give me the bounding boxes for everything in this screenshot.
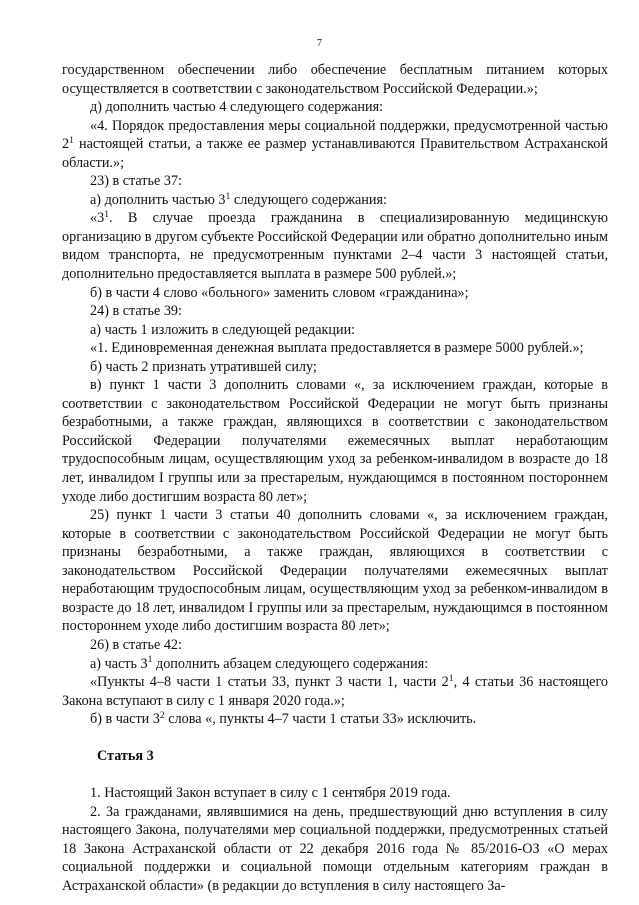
paragraph: б) часть 2 признать утратившей силу; bbox=[90, 358, 317, 375]
paragraph: а) дополнить частью $3^1$ следующего содержания: bbox=[90, 190, 387, 208]
article-heading: Статья 3 bbox=[97, 747, 154, 764]
page-number: 7 bbox=[317, 38, 322, 49]
superscript: 1 bbox=[104, 209, 110, 221]
paragraph: 24) в статье 39: bbox=[90, 303, 182, 320]
paragraph: б) в части 4 слово «больного» заменить словом «гражданина»; bbox=[90, 284, 469, 301]
paragraph: 1. Настоящий Закон вступает в силу с 1 сентября 2019 года. bbox=[90, 785, 451, 802]
paragraph: «Пункты 4–8 части 1 статьи 33, пункт 3 части 1, части $2^1$, 4 статьи 36 настоящего Закона вступают в силу с 1 января 2020 года.»; bbox=[62, 673, 608, 709]
paragraph: 2. За гражданами, являвшимися на день, предшествующий дню вступления в силу настоящего Закона, получателями мер социальной поддержки, предусмотренных статьей 18 Закона Астраханской области от 22 декабря 2016 года № 85/2016-ОЗ «О мерах социальной поддержки и социальной помощи отдельным категориям граждан в Астраханской области» (в редакции до вступления в силу настоящего За- bbox=[62, 803, 608, 894]
superscript: 1 bbox=[69, 135, 74, 147]
paragraph: 25) пункт 1 части 3 статьи 40 дополнить словами «, за исключением граждан, которые в соответствии с законодательством Российской Федерации не могут быть признаны безработными, а также граждан, являющихся в соответствии с законодательством Российской Федерации получателями ежемесячных выплат неработающим трудоспособным лицам, осуществляющим уход за ребенком-инвалидом в возрасте до 18 лет, инвалидом I группы или за престарелым, нуждающимся в постоянном постороннем уходе либо достигшим возраста 80 лет»; bbox=[62, 507, 608, 635]
paragraph: д) дополнить частью 4 следующего содержания: bbox=[90, 99, 384, 116]
paragraph: «1. Единовременная денежная выплата предоставляется в размере 5000 рублей.»; bbox=[90, 340, 584, 357]
paragraph: 26) в статье 42: bbox=[90, 636, 182, 653]
paragraph: «$3^1$. В случае проезда гражданина в специализированную медицинскую организацию в другом субъекте Российской Федерации или обратно дополнительно иным видом транспорта, не предусмотренным пунктами 2–4 части 3 настоящей статьи, дополнительно предоставляется выплата в размере 500 рублей.»; bbox=[62, 209, 608, 283]
document-body bbox=[62, 61, 608, 896]
paragraph-continuation: государственном обеспечении либо обеспечение бесплатным питанием которых осуществляется в соответствии с законодательством Российской Федерации.»; bbox=[62, 62, 608, 97]
paragraph: а) часть $3^1$ дополнить абзацем следующего содержания: bbox=[90, 654, 429, 672]
paragraph: 23) в статье 37: bbox=[90, 173, 182, 190]
paragraph: «4. Порядок предоставления меры социальной поддержки, предусмотренной частью $2^1$ настоящей статьи, а также ее размер устанавливаются Правительством Астраханской области.»; bbox=[62, 117, 608, 171]
superscript: 2 bbox=[159, 710, 165, 722]
paragraph: б) в части $3^2$ слова «, пункты 4–7 части 1 статьи 33» исключить. bbox=[90, 710, 477, 728]
superscript: 1 bbox=[147, 654, 153, 666]
paragraph: в) пункт 1 части 3 дополнить словами «, за исключением граждан, которые в соответствии с законодательством Российской Федерации не могут быть признаны безработными, а также граждан, являющихся в соответствии с законодательством Российской Федерации получателями ежемесячных выплат неработающим трудоспособным лицам, осуществляющим уход за ребенком-инвалидом в возрасте до 18 лет, инвалидом I группы или за престарелым, нуждающимся в постоянном постороннем уходе либо достигшим возраста 80 лет»; bbox=[62, 377, 608, 505]
superscript: 1 bbox=[225, 190, 231, 202]
superscript: 1 bbox=[448, 673, 454, 685]
paragraph: а) часть 1 изложить в следующей редакции: bbox=[90, 321, 356, 338]
